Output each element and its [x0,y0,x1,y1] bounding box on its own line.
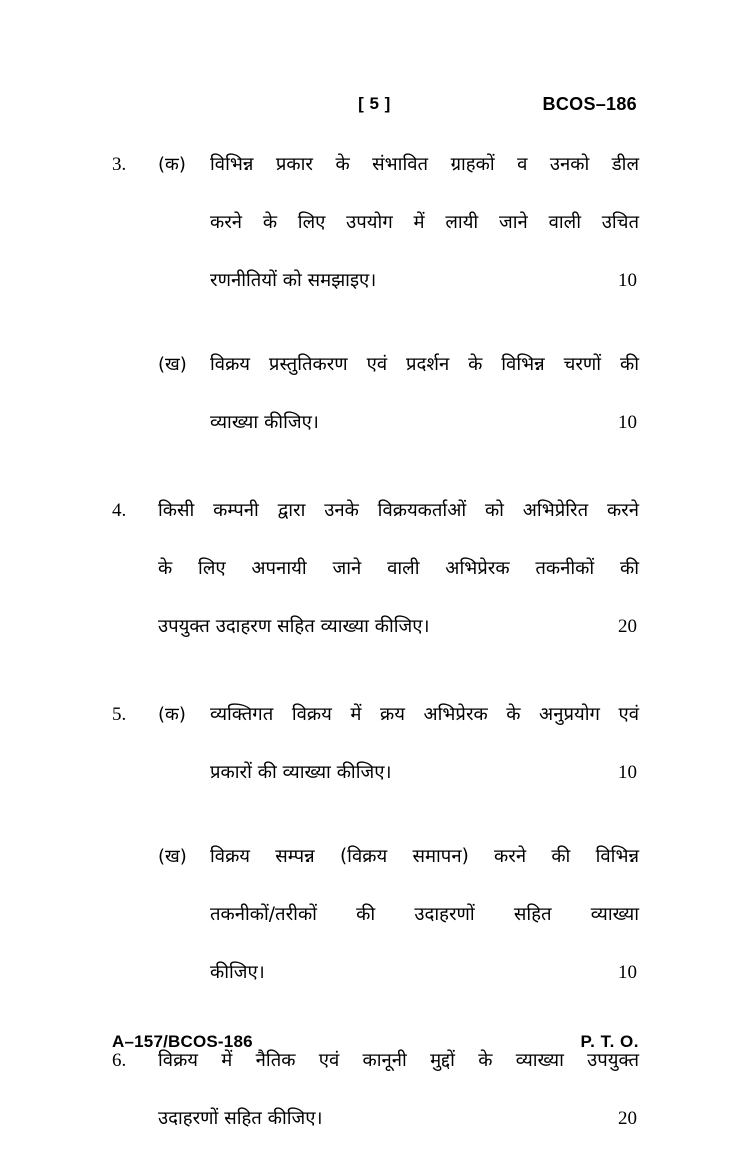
question-text-line: उपयुक्त उदाहरण सहित व्याख्या कीजिए। [158,616,430,637]
question-marks: 20 [618,616,637,637]
question-text-line: तकनीकों/तरीकों की उदाहरणों सहित व्याख्या [210,904,639,925]
question-text [210,686,639,744]
question-text-line: के लिए अपनायी जाने वाली अभिप्रेरक तकनीकों की [158,558,639,579]
question-last-line [210,252,639,310]
question-body [158,336,639,452]
question-text-line: रणनीतियों को समझाइए। [210,270,377,291]
footer-pto: P. T. O. [580,1032,639,1051]
page-header [112,94,637,124]
question-text-line: विक्रय में नैतिक एवं कानूनी मुद्दों के व्याख्या उपयुक्त [158,1050,639,1071]
question-marks: 10 [618,762,637,783]
question-marks: 20 [618,1108,637,1129]
question-body [158,828,639,1002]
question-3 [112,136,639,452]
question-last-line [210,944,639,1002]
question-marks: 10 [618,412,637,433]
question-text-line: करने के लिए उपयोग में लायी जाने वाली उचित [210,212,639,233]
question-part-label: (क) [158,154,186,175]
question-part-label: (ख) [158,354,187,375]
page-number: [ 5 ] [358,94,391,113]
question-text-line: विभिन्न प्रकार के संभावित ग्राहकों व उनको डील [210,154,639,175]
question-body [158,136,639,310]
question-last-line [210,394,639,452]
question-text-line: कीजिए। [210,962,265,983]
question-last-line [158,598,639,656]
question-marks: 10 [618,270,637,291]
question-text-line: विक्रय प्रस्तुतिकरण एवं प्रदर्शन के विभिन्न चरणों की [210,354,639,375]
question-text [158,482,639,598]
paper-code: BCOS–186 [542,94,637,114]
page-footer [112,1032,639,1060]
question-number: 5. [112,704,127,725]
question-text-line: प्रकारों की व्याख्या कीजिए। [210,762,392,783]
question-part-label: (क) [158,704,186,725]
question-part [112,336,639,452]
question-number: 6. [112,1050,127,1071]
question-text-line: उदाहरणों सहित कीजिए। [158,1108,323,1129]
question-body [158,482,639,656]
footer-paper-id: A–157/BCOS-186 [112,1032,253,1051]
question-last-line [210,744,639,802]
question-part [112,482,639,656]
question-text-line: व्याख्या कीजिए। [210,412,319,433]
question-5 [112,686,639,1002]
question-4 [112,482,639,656]
question-text [210,136,639,252]
question-body [158,686,639,802]
question-text-line: व्यक्तिगत विक्रय में क्रय अभिप्रेरक के अनुप्रयोग एवं [210,704,639,725]
question-text-line: किसी कम्पनी द्वारा उनके विक्रयकर्ताओं को अभिप्रेरित करने [158,500,639,521]
question-number: 4. [112,500,127,521]
question-part [112,136,639,310]
question-list [112,136,639,1148]
question-marks: 10 [618,962,637,983]
question-last-line [158,1090,639,1148]
question-number: 3. [112,154,127,175]
question-text [210,336,639,394]
question-text-line: विक्रय सम्पन्न (विक्रय समापन) करने की विभिन्न [210,846,639,867]
question-part-label: (ख) [158,846,187,867]
question-part [112,686,639,802]
question-part [112,828,639,1002]
question-text [210,828,639,944]
